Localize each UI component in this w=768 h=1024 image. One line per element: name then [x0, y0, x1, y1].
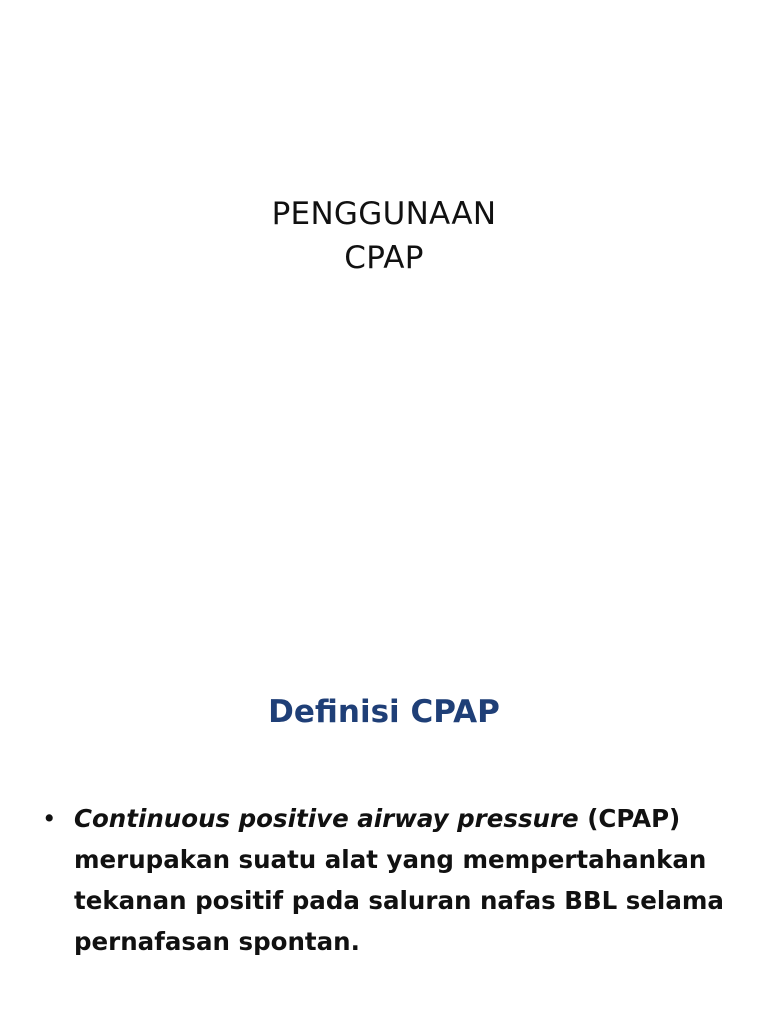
bullet-italic-term: Continuous positive airway pressure [74, 804, 579, 833]
bullet-text: (CPAP) merupakan suatu alat yang mempertahankan tekanan positif pada saluran nafas BBL selama pernafasan spontan. [74, 804, 724, 956]
bullet-dot-icon: • [42, 804, 57, 833]
slide-title [0, 192, 768, 280]
slide-title-line-1: PENGGUNAAN [271, 196, 497, 232]
definition-title: Definisi CPAP [268, 694, 500, 730]
bullet-list [40, 798, 740, 962]
slide-title-line-2: CPAP [344, 240, 424, 276]
definition-slide [0, 576, 768, 1024]
bullet-item [40, 798, 740, 962]
